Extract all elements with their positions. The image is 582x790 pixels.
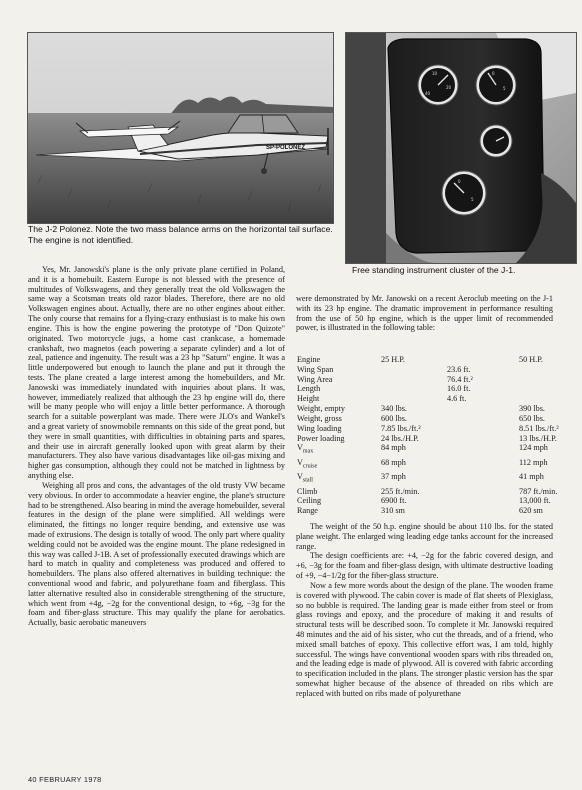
spec-label: Wing Area — [297, 374, 333, 384]
spec-row — [297, 458, 559, 472]
spec-dimension: 23.6 ft. — [447, 364, 471, 374]
svg-text:5: 5 — [503, 86, 506, 91]
spec-row — [297, 434, 559, 444]
spec-dimension — [447, 472, 519, 486]
spec-value-50hp — [519, 394, 559, 404]
spec-value-50hp: 124 mph — [519, 443, 548, 453]
article-paragraph: The design coefficients are: +4, −2g for the fabric covered design, and +6, −3g for the foam and fiber-glass design, with ultimate destructive loading of +9, −4−1/2g for the fiber-glass structure. — [296, 551, 553, 581]
svg-text:40: 40 — [425, 91, 431, 96]
spec-value-25hp: 25 H.P. — [381, 355, 405, 364]
spec-dimension — [447, 458, 519, 472]
aircraft-photo-caption: The J-2 Polonez. Note the two mass balance arms on the horizontal tail surface. The engine is not identified. — [28, 224, 333, 245]
spec-label: $V_{max}$ — [297, 443, 314, 455]
spec-label: Range — [297, 506, 318, 516]
instrument-cluster-caption: Free standing instrument cluster of the J-1. — [352, 265, 516, 275]
article-paragraph: Yes, Mr. Janowski's plane is the only private plane certified in Poland, and it is a homebuilt. Eastern Europe is not blessed with the presence of multitudes of Volkswagens, and they generally treat the old Volkswagen the same way a Scotsman treats old razor blades. Therefore, there are no old Volkswagen engines about. Actually, there are no other engines about either. The only course that remains for a flying-crazy enthusiast is to make his own engine. This is how the engine powering the prototype of "Don Quizote" originated. Two motorcycle jugs, a home cast crankcase, a homemade crankshaft, two magnetos (each powering a separate cylinder) and a lot of zeal, patience and ingenuity. The result was a 23 hp "Saturn" engine. It was a little underpowered but enough to launch the plane and put it through the tests. The plane created a large interest among the homebuilders, and Mr. Janowski was immediately inundated with inquiries about plans. It was, however, immediately realized that although the 23 hp engine will do, there will be many people who will enjoy a little better performance. A thorough search for a suitable powerplant was made. There were JLO's and Wankel's and a great variety of snowmobile remnants on this side of the great pond, but they were in small quantities, with difficulties in obtaining parts and spares, and their use in aircraft generally looked upon with great alarm by their manufacturers. They also have various disadvantages like oil-gas mixing and higher gas consumption, although they could not be matched in lightness by anything else. — [28, 265, 285, 481]
article-right-intro — [296, 294, 553, 333]
spec-label: Weight, gross — [297, 413, 342, 423]
spec-label: $V_{cruise}$ — [297, 457, 318, 470]
spec-value-25hp — [381, 375, 447, 385]
spec-row — [297, 496, 559, 506]
svg-text:0: 0 — [492, 71, 495, 76]
spec-value-25hp: 84 mph — [381, 443, 406, 453]
spec-value-50hp: 8.51 lbs./ft.² — [519, 423, 559, 433]
spec-value-50hp — [519, 375, 559, 385]
article-left-column — [28, 265, 285, 628]
spec-value-25hp — [381, 384, 447, 394]
spec-row — [297, 355, 559, 365]
spec-dimension: 76.4 ft.² — [447, 374, 473, 384]
spec-value-50hp: 620 sm — [519, 506, 543, 516]
article-paragraph: Now a few more words about the design of the plane. The wooden frame is covered with plywood. The cabin cover is made of flat sheets of Plexiglass, so no bubble is required. The landing gear is made either from steel or from glass rovings and epoxy, and the procedure of making it and results of structural tests will be described soon. To complete it Mr. Janowski required 48 minutes and the aid of his sister, who cut the threads, and of a friend, who mixed small batches of epoxy. This collective effort was, I am told, highly successful. The wings have conventional wooden spars with ribs threaded on, and the leading edge is made of plywood. All is covered with fabric according to specification included in the plans. The stronger plastic version has the spar somewhat higher because of the absence of threaded on ribs which are replaced with butted on ribs made of polyurethane — [296, 580, 553, 698]
spec-value-25hp: 68 mph — [381, 457, 406, 467]
spec-dimension: 16.0 ft. — [447, 384, 471, 394]
spec-label: Climb — [297, 486, 318, 496]
spec-value-50hp: 112 mph — [519, 457, 548, 467]
instrument-cluster-photo — [345, 32, 577, 264]
spec-value-50hp: 650 lbs. — [519, 413, 545, 423]
page-folio: 40 FEBRUARY 1978 — [28, 775, 102, 784]
spec-label: Weight, empty — [297, 404, 346, 414]
spec-dimension — [447, 487, 519, 497]
aircraft-photo-image — [28, 33, 333, 223]
spec-value-25hp — [381, 394, 447, 404]
spec-value-25hp: 6900 ft. — [381, 496, 407, 506]
spec-value-50hp — [519, 365, 559, 375]
spec-row — [297, 375, 559, 385]
specifications-table — [297, 355, 559, 516]
spec-value-50hp: 13 lbs./H.P. — [519, 433, 557, 443]
instrument-cluster-image — [346, 33, 576, 263]
spec-dimension — [447, 443, 519, 457]
spec-value-25hp: 7.85 lbs./ft.² — [381, 423, 421, 433]
spec-dimension — [447, 496, 519, 506]
spec-value-50hp: 787 ft./min. — [519, 486, 558, 496]
svg-text:20: 20 — [446, 85, 452, 90]
spec-row — [297, 487, 559, 497]
svg-text:10: 10 — [432, 71, 438, 76]
spec-row — [297, 506, 559, 516]
spec-dimension — [447, 506, 519, 516]
spec-value-50hp — [519, 384, 559, 394]
spec-dimension — [447, 355, 519, 365]
aircraft-registration: SP-POLONEZ — [266, 145, 306, 151]
article-right-column — [296, 522, 553, 699]
spec-label: Engine — [297, 355, 321, 364]
spec-value-50hp: 50 H.P. — [519, 355, 543, 364]
spec-row — [297, 384, 559, 394]
svg-text:0: 0 — [458, 179, 461, 184]
spec-dimension — [447, 434, 519, 444]
spec-dimension — [447, 424, 519, 434]
article-paragraph: The weight of the 50 h.p. engine should be about 110 lbs. for the stated plane weight. The enlarged wing leading edge tanks account for the increased range. — [296, 522, 553, 551]
spec-row — [297, 414, 559, 424]
article-paragraph: were demonstrated by Mr. Janowski on a recent Aeroclub meeting on the J-1 with its 23 hp engine. The dramatic improvement in performance resulting from the use of 50 hp engine, which is the upper limit of recommended power, is illustrated in the following table: — [296, 294, 553, 333]
spec-value-50hp: 13,000 ft. — [519, 496, 551, 506]
spec-label: Length — [297, 384, 321, 394]
spec-row — [297, 394, 559, 404]
spec-value-25hp: 24 lbs./H.P. — [381, 433, 419, 443]
spec-value-25hp — [381, 365, 447, 375]
aircraft-photo — [27, 32, 334, 224]
spec-label: Wing Span — [297, 364, 334, 374]
spec-row — [297, 404, 559, 414]
spec-value-50hp: 390 lbs. — [519, 404, 545, 414]
spec-dimension — [447, 414, 519, 424]
spec-dimension: 4.6 ft. — [447, 394, 467, 404]
spec-dimension — [447, 404, 519, 414]
spec-row — [297, 472, 559, 486]
spec-value-50hp: 41 mph — [519, 472, 544, 482]
spec-value-25hp: 255 ft./min. — [381, 486, 420, 496]
spec-value-25hp: 37 mph — [381, 472, 406, 482]
spec-row — [297, 443, 559, 457]
spec-label: Ceiling — [297, 496, 322, 506]
article-paragraph: Weighing all pros and cons, the advantages of the old trusty VW became very obvious. In order to accommodate a heavier engine, the plane's structure had to be strengthened. Also bearing in mind the average homebuilder, several features in the design of the plane were simplified. All weldings were eliminated, the fittings no longer require bending, and extensive use was made of extrusions. The design is totally of wood. The only part where quality welding could not be avoided was the engine mount. The plane redesigned in this way was called J-1B. A set of professionally executed drawings which are hard to match in quality and completeness was produced and offered to homebuilders. The plans also offered alternatives in building technique: the conventional wood and fabric, and polyurethane foam and fiberglass. This latter alternative resulted also in considerable strengthening of the structure, which went from +4g, −2g for the conventional design, to +6g, −3g for the foam and fiber-glass structure. This may qualify the plane for aerobatics. Actually, basic aerobatic maneuvers — [28, 480, 285, 628]
spec-label: Power loading — [297, 433, 345, 443]
spec-row — [297, 365, 559, 375]
spec-label: Wing loading — [297, 423, 342, 433]
spec-value-25hp: 340 lbs. — [381, 404, 407, 414]
svg-text:5: 5 — [471, 197, 474, 202]
spec-row — [297, 424, 559, 434]
spec-label: $V_{stall}$ — [297, 472, 313, 484]
spec-label: Height — [297, 394, 320, 404]
spec-value-25hp: 310 sm — [381, 506, 405, 516]
spec-value-25hp: 600 lbs. — [381, 413, 407, 423]
